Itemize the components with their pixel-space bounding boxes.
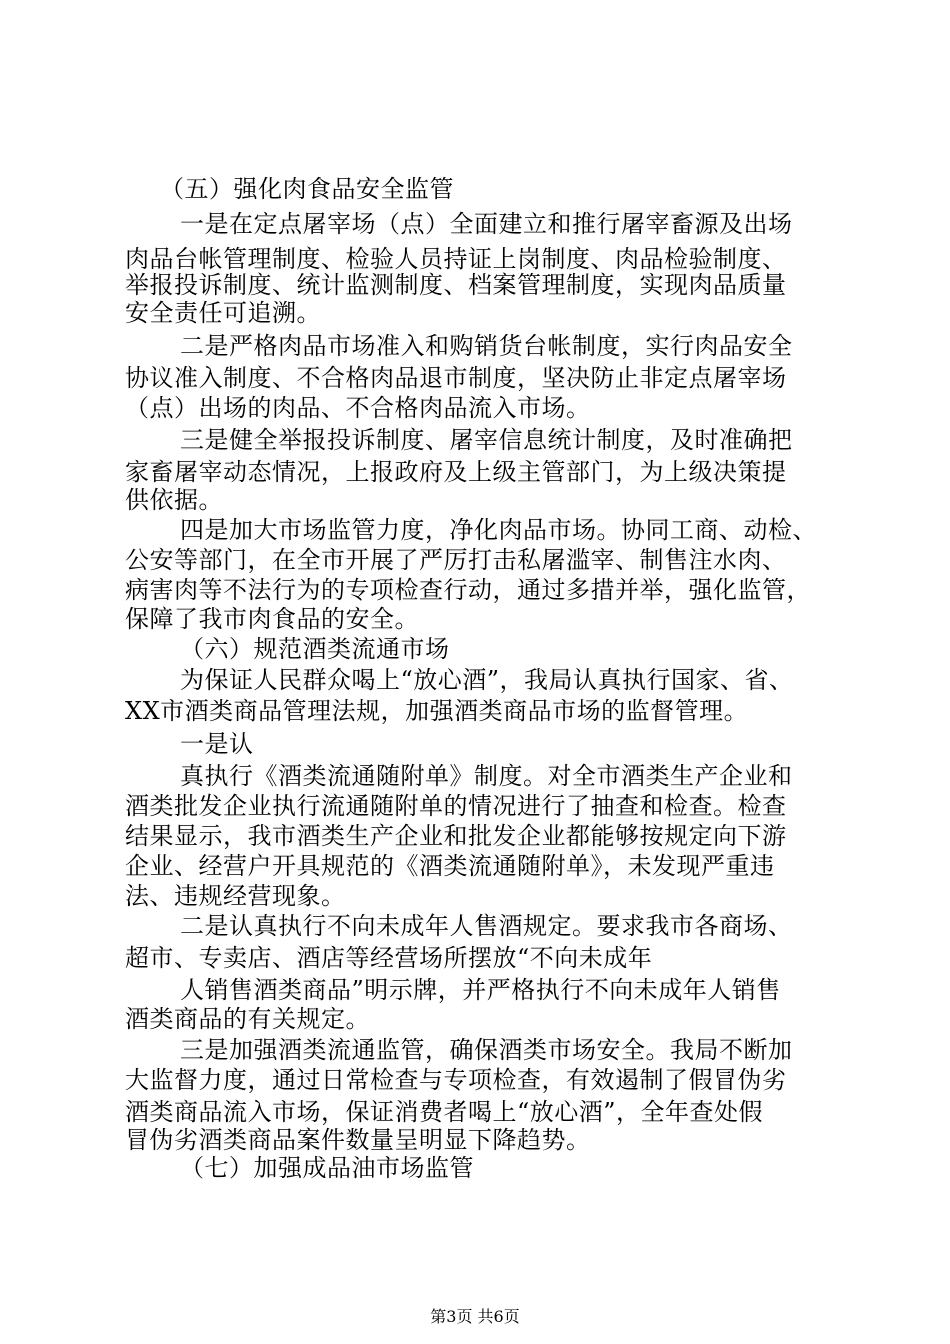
heading-section-7: （七）加强成品油市场监管 xyxy=(180,1154,474,1182)
paragraph-line: 家畜屠宰动态情况，上报政府及上级主管部门，为上级决策提 xyxy=(125,458,787,486)
paragraph-line: 四是加大市场监管力度，净化肉品市场。协同工商、动检、 xyxy=(180,516,817,544)
paragraph-line: 超市、专卖店、酒店等经营场所摆放“不向未成年 xyxy=(125,944,653,972)
paragraph-line: 二是严格肉品市场准入和购销货台帐制度，实行肉品安全 xyxy=(180,332,793,360)
paragraph-line: （点）出场的肉品、不合格肉品流入市场。 xyxy=(125,394,591,422)
paragraph-line: 协议准入制度、不合格肉品退市制度，坚决防止非定点屠宰场 xyxy=(125,364,787,392)
paragraph-line: 二是认真执行不向未成年人售酒规定。要求我市各商场、 xyxy=(180,912,793,940)
heading-section-6: （六）规范酒类流通市场 xyxy=(180,635,450,663)
paragraph-line: 结果显示，我市酒类生产企业和批发企业都能够按规定向下游 xyxy=(125,822,787,850)
paragraph-line: 供依据。 xyxy=(125,486,223,514)
paragraph-line: 一是在定点屠宰场（点）全面建立和推行屠宰畜源及出场 xyxy=(180,210,793,238)
paragraph-line: 病害肉等不法行为的专项检查行动，通过多措并举，强化监管， xyxy=(125,576,811,604)
paragraph-line: 公安等部门，在全市开展了严厉打击私屠滥宰、制售注水肉、 xyxy=(125,546,787,574)
heading-section-5: （五）强化肉食品安全监管 xyxy=(160,175,454,203)
paragraph-line: 法、违规经营现象。 xyxy=(125,882,346,910)
paragraph-line: 举报投诉制度、统计监测制度、档案管理制度，实现肉品质量 xyxy=(125,271,787,299)
paragraph-line: 酒类商品流入市场，保证消费者喝上“放心酒”，全年查处假 xyxy=(125,1098,764,1126)
paragraph-line: 保障了我市肉食品的安全。 xyxy=(125,605,419,633)
paragraph-line: 企业、经营户开具规范的《酒类流通随附单》，未发现严重违 xyxy=(125,852,775,880)
paragraph-line: 为保证人民群众喝上“放心酒”，我局认真执行国家、省、 xyxy=(180,666,794,694)
paragraph-line: 人销售酒类商品”明示牌，并严格执行不向未成年人销售 xyxy=(180,976,781,1004)
paragraph-line: 大监督力度，通过日常检查与专项检查，有效遏制了假冒伪劣 xyxy=(125,1066,787,1094)
paragraph-line: 一是认 xyxy=(180,730,254,758)
paragraph-line: 真执行《酒类流通随附单》制度。对全市酒类生产企业和 xyxy=(180,762,793,790)
paragraph-line: 三是加强酒类流通监管，确保酒类市场安全。我局不断加 xyxy=(180,1036,793,1064)
paragraph-line: 酒类批发企业执行流通随附单的情况进行了抽查和检查。检查 xyxy=(125,792,787,820)
paragraph-line: 三是健全举报投诉制度、屠宰信息统计制度，及时准确把 xyxy=(180,426,793,454)
paragraph-line: XX市酒类商品管理法规，加强酒类商品市场的监督管理。 xyxy=(125,697,749,725)
page-number-footer: 第3页 共6页 xyxy=(430,1307,520,1326)
paragraph-line: 冒伪劣酒类商品案件数量呈明显下降趋势。 xyxy=(125,1126,591,1154)
paragraph-line: 安全责任可追溯。 xyxy=(125,299,321,327)
paragraph-line: 肉品台帐管理制度、检验人员持证上岗制度、肉品检验制度、 xyxy=(125,245,787,273)
paragraph-line: 酒类商品的有关规定。 xyxy=(125,1005,370,1033)
